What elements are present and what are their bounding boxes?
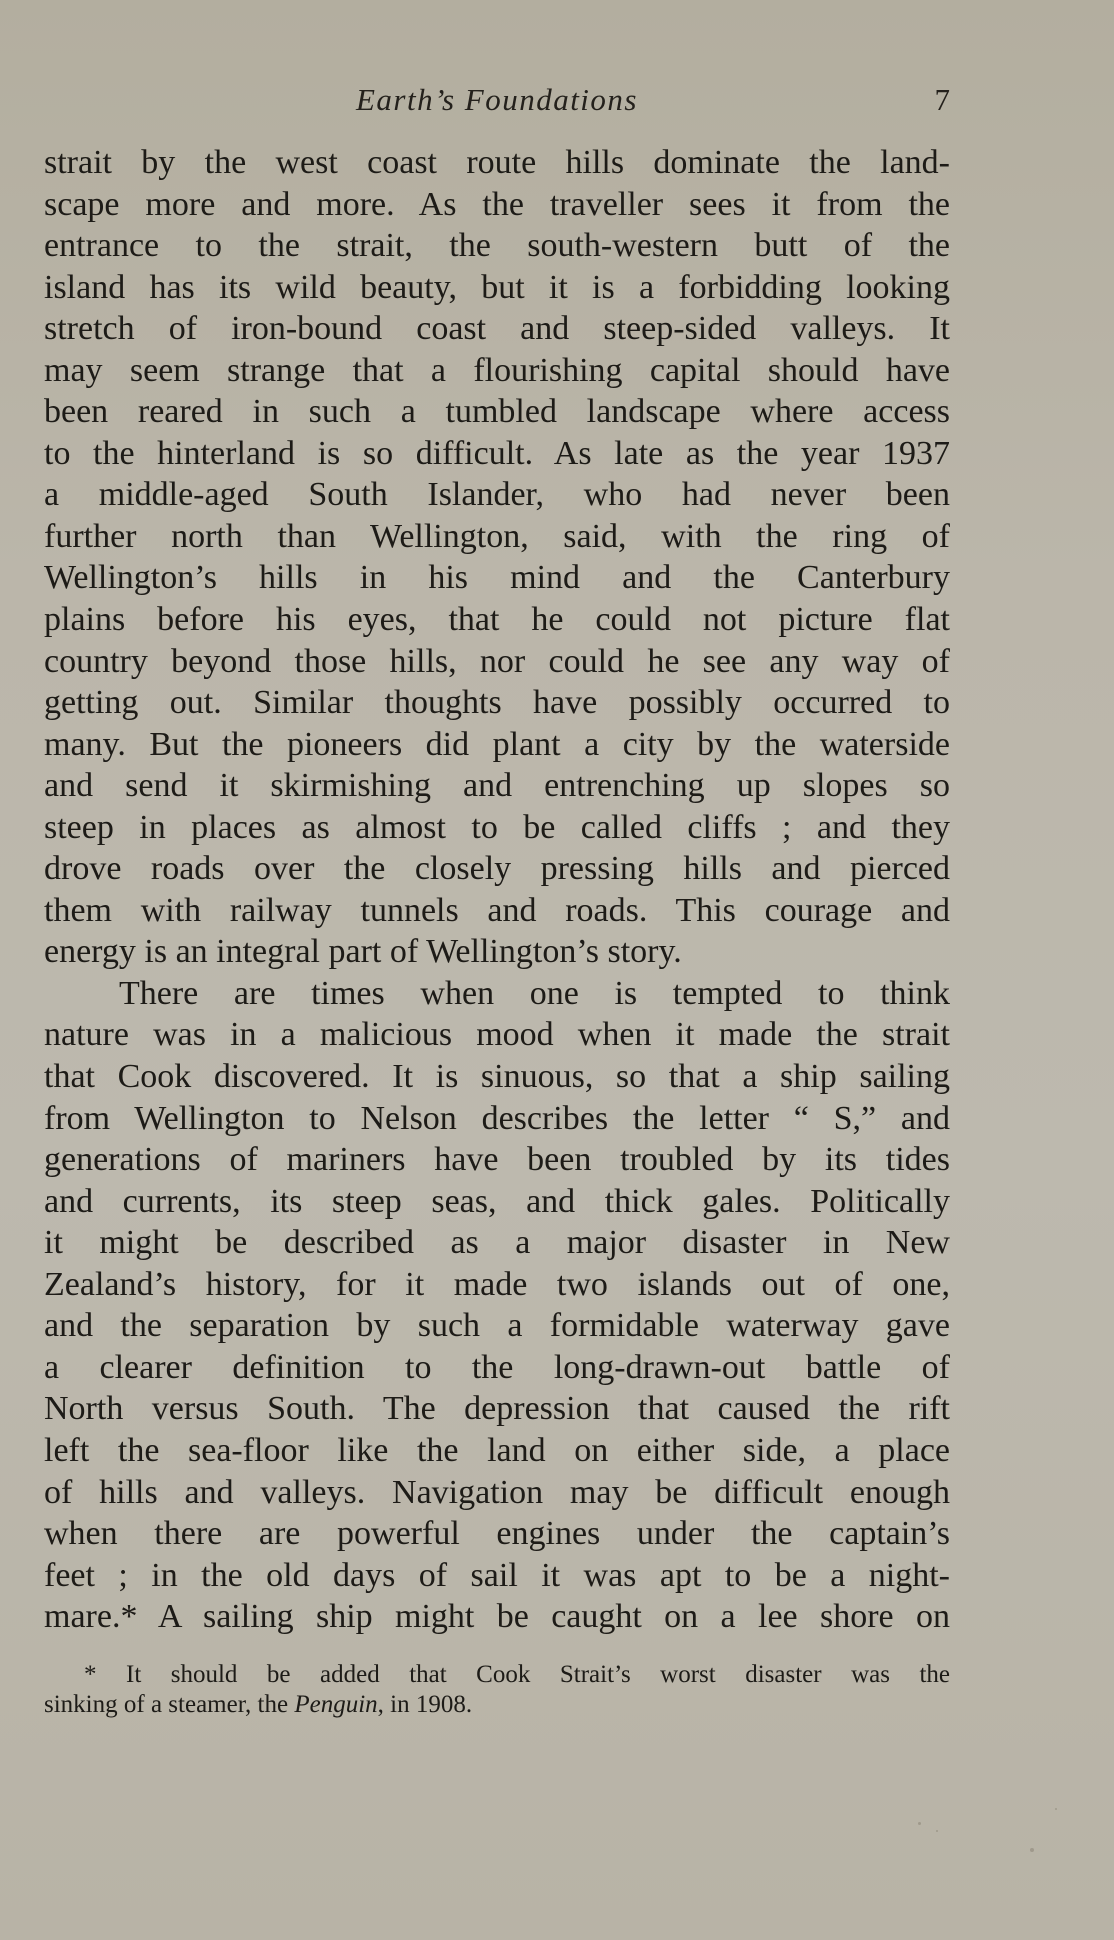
footnote [44,1660,950,1720]
text-line: from Wellington to Nelson describes the letter “ S,” and [44,1099,950,1137]
running-head [44,82,950,122]
text-line: may seem strange that a flourishing capital should have [44,351,950,389]
text-line: left the sea-floor like the land on either side, a place [44,1431,950,1469]
ship-name: Penguin [294,1691,378,1718]
text-line: generations of mariners have been troubled by its tides [44,1141,950,1179]
paper-speck [1030,1848,1034,1852]
running-title: Earth’s Foundations [356,82,638,117]
text-line: that Cook discovered. It is sinuous, so that a ship sailing [44,1058,950,1096]
text-line: There are times when one is tempted to think [119,974,950,1012]
text-line: stretch of iron-bound coast and steep-sided valleys. It [44,310,950,348]
text-line: steep in places as almost to be called cliffs ; and they [44,808,950,846]
text-line: and send it skirmishing and entrenching up slopes so [44,767,950,805]
text-line: many. But the pioneers did plant a city by the waterside [44,725,950,763]
text-line: drove roads over the closely pressing hills and pierced [44,850,950,888]
text-line: a middle-aged South Islander, who had never been [44,476,950,514]
text-line: North versus South. The depression that caused the rift [44,1390,950,1428]
text-line: been reared in such a tumbled landscape where access [44,393,950,431]
page-number: 7 [934,82,950,117]
footnote-line: * It should be added that Cook Strait’s worst disaster was the [84,1661,950,1688]
paper-speck [1055,1808,1057,1810]
text-line: and currents, its steep seas, and thick gales. Politically [44,1182,950,1220]
text-line: nature was in a malicious mood when it made the strait [44,1016,950,1054]
text-line: mare.* A sailing ship might be caught on a lee shore on [44,1598,950,1636]
footnote-line: sinking of a steamer, the Penguin, in 1908. [44,1691,473,1718]
paragraph-2 [44,973,950,1638]
text-line: of hills and valleys. Navigation may be difficult enough [44,1473,950,1511]
text-line: strait by the west coast route hills dominate the land- [44,144,950,181]
text-line: feet ; in the old days of sail it was apt to be a night- [44,1556,950,1594]
text-line: getting out. Similar thoughts have possibly occurred to [44,684,950,722]
text-line: them with railway tunnels and roads. This courage and [44,891,950,929]
paper-speck [918,1822,921,1825]
paper-speck [936,1830,938,1832]
text-line: and the separation by such a formidable waterway gave [44,1307,950,1345]
text-line: to the hinterland is so difficult. As late as the year 1937 [44,434,950,472]
text-line: a clearer definition to the long-drawn-out battle of [44,1348,950,1386]
text-line: country beyond those hills, nor could he see any way of [44,642,950,680]
text-line: plains before his eyes, that he could not picture flat [44,601,950,639]
text-line: island has its wild beauty, but it is a forbidding looking [44,268,950,306]
text-line: scape more and more. As the traveller sees it from the [44,185,950,223]
paragraph-1 [44,142,950,973]
text-line: further north than Wellington, said, with the ring of [44,517,950,555]
body-text [44,142,950,1638]
text-line: when there are powerful engines under the captain’s [44,1515,950,1553]
text-line: energy is an integral part of Wellington’s story. [44,933,682,971]
text-line: it might be described as a major disaster in New [44,1224,950,1262]
text-line: Zealand’s history, for it made two islands out of one, [44,1265,950,1303]
text-line: entrance to the strait, the south-western butt of the [44,227,950,265]
text-line: Wellington’s hills in his mind and the Canterbury [44,559,950,597]
